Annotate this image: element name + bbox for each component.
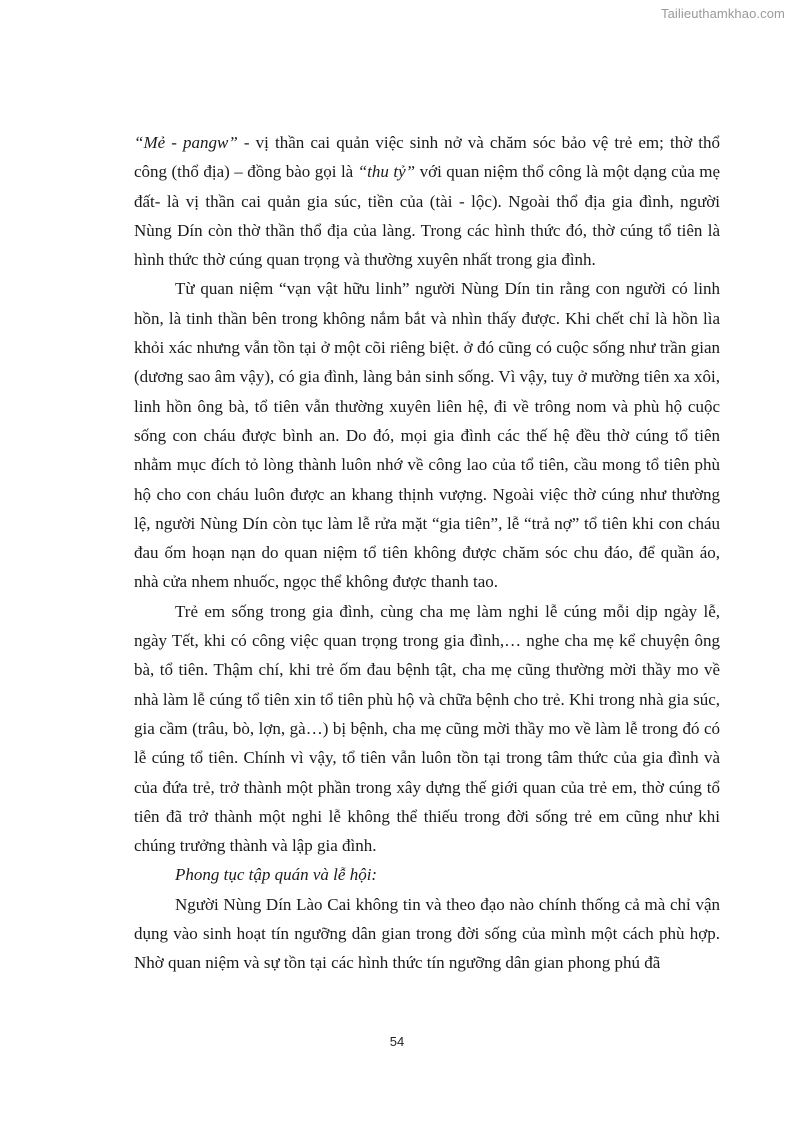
paragraph-2: Từ quan niệm “vạn vật hữu linh” người Nùng Dín tin rằng con người có linh hồn, là tinh thần bên trong không nắm bắt và nhìn thấy được. Khi chết chỉ là hồn lìa khỏi xác nhưng vẫn tồn tại ở một cõi riêng biệt. ở đó cũng có cuộc sống như trần gian (dương sao âm vậy), có gia đình, làng bản sinh sống. Vì vậy, tuy ở mường tiên xa xôi, linh hồn ông bà, tổ tiên vẫn thường xuyên liên hệ, đi về trông nom và phù hộ cuộc sống con cháu được bình an. Do đó, mọi gia đình các thế hệ đều thờ cúng tổ tiên nhằm mục đích tỏ lòng thành luôn nhớ về công lao của tổ tiên, cầu mong tổ tiên phù hộ cho con cháu luôn được an khang thịnh vượng. Ngoài việc thờ cúng như thường lệ, người Nùng Dín còn tục làm lễ rửa mặt “gia tiên”, lễ “trả nợ” tổ tiên khi con cháu đau ốm hoạn nạn do quan niệm tổ tiên không được chăm sóc chu đáo, để quần áo, nhà cửa nhem nhuốc, ngọc thể không được thanh tao. xyxy=(134,279,720,592)
paragraph-3: Trẻ em sống trong gia đình, cùng cha mẹ làm nghi lễ cúng mỗi dịp ngày lễ, ngày Tết, khi có công việc quan trọng trong gia đình,… nghe cha mẹ kể chuyện ông bà, tổ tiên. Thậm chí, khi trẻ ốm đau bệnh tật, cha mẹ cũng thường mời thầy mo về nhà làm lễ cúng tổ tiên xin tổ tiên phù hộ và chữa bệnh cho trẻ. Khi trong nhà gia súc, gia cầm (trâu, bò, lợn, gà…) bị bệnh, cha mẹ cũng mời thầy mo về làm lễ trong đó có lễ cúng tổ tiên. Chính vì vậy, tổ tiên vẫn luôn tồn tại trong tâm thức của gia đình và của đứa trẻ, trở thành một phần trong xây dựng thế giới quan của trẻ em, thờ cúng tổ tiên đã trở thành một nghi lễ không thể thiếu trong đời sống trẻ em cũng như khi chúng trưởng thành và lập gia đình. xyxy=(134,601,720,856)
page-number: 54 xyxy=(389,1034,405,1049)
term-thu-ty: “thu tỷ” xyxy=(357,162,416,182)
paragraph-1 xyxy=(134,128,720,274)
section-heading: Phong tục tập quán và lễ hội: xyxy=(175,865,378,885)
term-me-pangw: “Mẻ - pangw” xyxy=(134,133,238,152)
paragraph-4: Người Nùng Dín Lào Cai không tin và theo đạo nào chính thống cả mà chỉ vận dụng vào sinh hoạt tín ngưỡng dân gian trong đời sống của mình một cách phù hợp. Nhờ quan niệm và sự tồn tại các hình thức tín ngưỡng dân gian phong phú đã xyxy=(134,894,720,973)
paragraph-1-text-a: - vị thần cai quản việc sinh nở và chăm sóc bảo vệ trẻ em; thờ thổ công (thổ địa) – đồng bào gọi là xyxy=(134,133,721,182)
page-body xyxy=(134,128,720,978)
paragraph-1-text-b: với quan niệm thổ công là một dạng của mẹ đất- là vị thần cai quản gia súc, tiền của (tài - lộc). Ngoài thổ địa gia đình, người Nùng Dín còn thờ thần thổ địa của làng. Trong các hình thức đó, thờ cúng tổ tiên là hình thức thờ cúng quan trọng và thường xuyên nhất trong gia đình. xyxy=(134,162,721,270)
watermark: Tailieuthamkhao.com xyxy=(660,6,785,21)
